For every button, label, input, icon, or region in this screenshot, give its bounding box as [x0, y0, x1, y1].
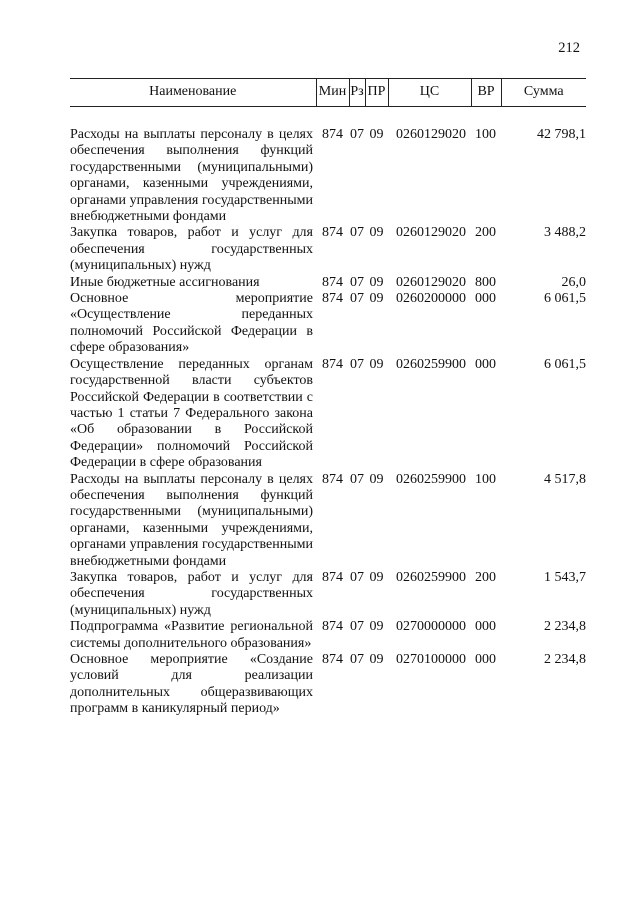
cell-name: Основное мероприятие «Создание условий для реализации дополнительных общеразвивающих программ в каникулярный период» [70, 652, 313, 717]
cell-min: 874 [322, 127, 343, 142]
cell-rz: 07 [350, 291, 364, 307]
budget-table [70, 78, 586, 718]
cell-vr: 000 [475, 619, 496, 635]
cell-sum: 3 488,2 [544, 225, 586, 241]
cell-vr: 000 [475, 291, 496, 307]
cell-sum: 26,0 [561, 274, 586, 290]
table-row [70, 472, 586, 570]
cell-vr: 800 [475, 274, 496, 290]
table-row [70, 127, 586, 225]
cell-name: Осуществление переданных органам государственной власти субъектов Российской Федерации в соответствии с частью 1 статьи 7 Федерального закона «Об образовании в Российской Федерации» полномочий Российской Федерации в сфере образования [70, 356, 313, 471]
cell-cs: 0260129020 [396, 127, 466, 142]
cell-min: 874 [322, 291, 343, 307]
cell-pr: 09 [369, 652, 384, 667]
cell-pr: 09 [369, 569, 384, 585]
cell-name: Расходы на выплаты персоналу в целях обеспечения выполнения функций государственными (муниципальными) органами, казенными учреждениями, органами управления государственными внебюджетными фондами [70, 127, 313, 225]
table-header [70, 79, 586, 107]
cell-cs: 0260259900 [396, 356, 466, 372]
cell-name: Расходы на выплаты персоналу в целях обеспечения выполнения функций государственными (муниципальными) органами, казенными учреждениями, органами управления государственными внебюджетными фондами [70, 471, 313, 569]
cell-cs: 0260129020 [396, 274, 466, 290]
cell-min: 874 [322, 471, 343, 487]
cell-rz: 07 [350, 569, 364, 585]
cell-cs: 0260200000 [396, 291, 466, 307]
cell-min: 874 [322, 225, 343, 241]
table-row [70, 357, 586, 472]
table-row [70, 570, 586, 619]
cell-pr: 09 [369, 619, 384, 635]
page-number: 212 [558, 40, 580, 56]
cell-name: Иные бюджетные ассигнования [70, 274, 260, 290]
cell-cs: 0260259900 [396, 569, 466, 585]
cell-name: Основное мероприятие «Осуществление переданных полномочий Российской Федерации в сфере образования» [70, 291, 313, 356]
cell-vr: 200 [475, 569, 496, 585]
cell-min: 874 [322, 356, 343, 372]
cell-min: 874 [322, 569, 343, 585]
cell-name: Закупка товаров, работ и услуг для обеспечения государственных (муниципальных) нужд [70, 569, 313, 618]
cell-cs: 0270000000 [396, 619, 466, 635]
table-row [70, 225, 586, 274]
cell-sum: 4 517,8 [544, 471, 586, 487]
cell-sum: 1 543,7 [544, 569, 586, 585]
cell-rz: 07 [350, 652, 364, 667]
header-rz: Рз [349, 79, 365, 107]
cell-name: Закупка товаров, работ и услуг для обеспечения государственных (муниципальных) нужд [70, 225, 313, 274]
cell-sum: 2 234,8 [544, 619, 586, 635]
cell-min: 874 [322, 274, 343, 290]
cell-vr: 100 [475, 127, 496, 142]
table-row [70, 291, 586, 357]
cell-rz: 07 [350, 274, 364, 290]
table-row [70, 619, 586, 652]
cell-name: Подпрограмма «Развитие региональной системы дополнительного образования» [70, 619, 313, 651]
header-vr: ВР [471, 79, 501, 107]
cell-cs: 0260259900 [396, 471, 466, 487]
header-cs: ЦС [388, 79, 471, 107]
cell-pr: 09 [369, 274, 384, 290]
cell-min: 874 [322, 619, 343, 635]
cell-rz: 07 [350, 127, 364, 142]
cell-min: 874 [322, 652, 343, 667]
cell-rz: 07 [350, 356, 364, 372]
cell-vr: 200 [475, 225, 496, 241]
cell-pr: 09 [369, 471, 384, 487]
header-pr: ПР [365, 79, 388, 107]
cell-pr: 09 [369, 356, 384, 372]
header-name: Наименование [70, 79, 316, 107]
cell-rz: 07 [350, 619, 364, 635]
cell-rz: 07 [350, 225, 364, 241]
cell-cs: 0260129020 [396, 225, 466, 241]
table-row [70, 652, 586, 718]
cell-vr: 000 [475, 356, 496, 372]
cell-sum: 42 798,1 [537, 127, 586, 142]
cell-pr: 09 [369, 291, 384, 307]
cell-rz: 07 [350, 471, 364, 487]
table-row [70, 275, 586, 291]
cell-vr: 100 [475, 471, 496, 487]
header-sum: Сумма [501, 79, 586, 107]
cell-sum: 2 234,8 [544, 652, 586, 667]
cell-sum: 6 061,5 [544, 356, 586, 372]
cell-pr: 09 [369, 127, 384, 142]
cell-sum: 6 061,5 [544, 291, 586, 307]
table-body [70, 107, 586, 718]
cell-vr: 000 [475, 652, 496, 667]
header-min: Мин [316, 79, 349, 107]
cell-cs: 0270100000 [396, 652, 466, 667]
cell-pr: 09 [369, 225, 384, 241]
